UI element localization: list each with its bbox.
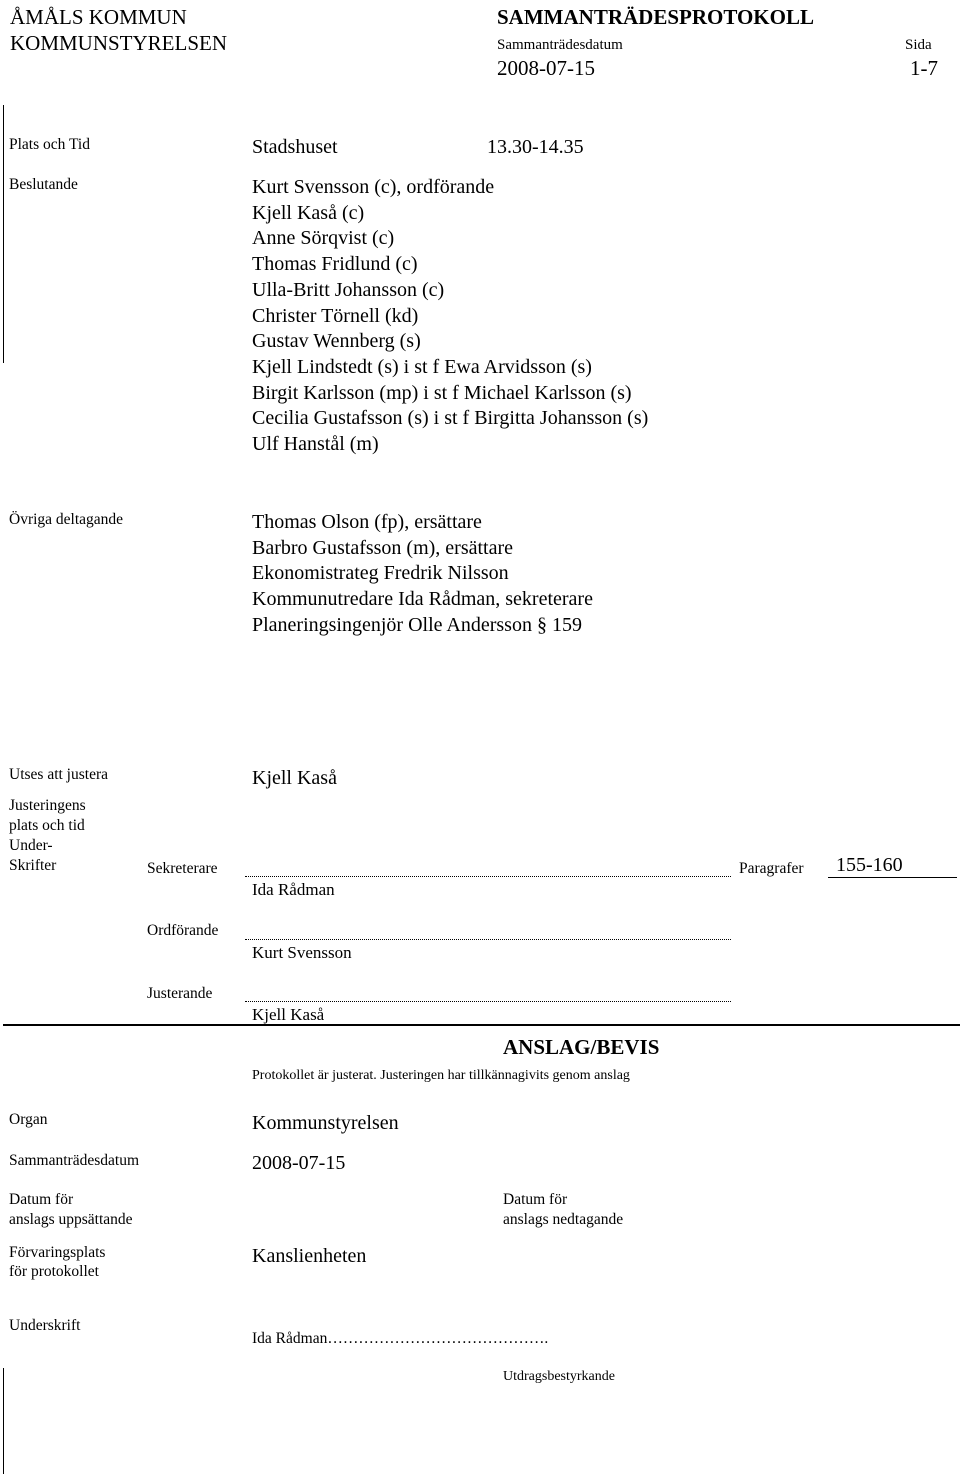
- adjuster-label: Justerande: [147, 985, 213, 1002]
- member-line: Ulf Hanstål (m): [252, 433, 379, 456]
- paragraphs-value: 155-160: [836, 854, 903, 876]
- member-line: Thomas Fridlund (c): [252, 253, 418, 276]
- header-page-value: 1-7: [910, 56, 938, 80]
- signature-label: Underskrift: [9, 1317, 81, 1334]
- adjuster-name: Kjell Kaså: [252, 1005, 325, 1024]
- member-line: Ulla-Britt Johansson (c): [252, 278, 445, 301]
- adjustment-place-time-label-1: Justeringens: [9, 797, 86, 814]
- member-line: Anne Sörqvist (c): [252, 227, 395, 250]
- signatures-label-2: Skrifter: [9, 857, 57, 874]
- appoint-value: Kjell Kaså: [252, 767, 337, 789]
- left-border-lower: [3, 1368, 4, 1474]
- chair-name: Kurt Svensson: [252, 943, 352, 962]
- notice-date-label: Sammanträdesdatum: [9, 1152, 139, 1169]
- header-date-label: Sammanträdesdatum: [497, 37, 623, 53]
- member-line: Cecilia Gustafsson (s) i st f Birgitta Johansson (s): [252, 407, 649, 430]
- member-line: Kurt Svensson (c), ordförande: [252, 176, 495, 198]
- storage-label-2: för protokollet: [9, 1263, 99, 1280]
- participant-line: Ekonomistrateg Fredrik Nilsson: [252, 562, 509, 585]
- time-value: 13.30-14.35: [487, 136, 584, 158]
- others-label: Övriga deltagande: [9, 511, 124, 528]
- notice-date-value: 2008-07-15: [252, 1152, 346, 1174]
- decision-members: [252, 175, 648, 458]
- participant-line: Barbro Gustafsson (m), ersättare: [252, 536, 514, 559]
- board-name: KOMMUNSTYRELSEN: [10, 31, 228, 55]
- participant-line: Thomas Olson (fp), ersättare: [252, 511, 482, 533]
- secretary-signature-line: [245, 876, 731, 877]
- removed-label-2: anslags nedtagande: [503, 1211, 624, 1228]
- place-value: Stadshuset: [252, 136, 338, 158]
- participant-line: Planeringsingenjör Olle Andersson § 159: [252, 613, 582, 636]
- organ-label: Organ: [9, 1111, 48, 1128]
- organ-value: Kommunstyrelsen: [252, 1112, 399, 1134]
- municipality-name: ÅMÅLS KOMMUN: [10, 5, 187, 29]
- adjustment-place-time-label-2: plats och tid: [9, 817, 85, 834]
- notice-title: ANSLAG/BEVIS: [503, 1035, 660, 1059]
- member-line: Kjell Kaså (c): [252, 201, 365, 224]
- signatures-label-1: Under-: [9, 837, 53, 854]
- paragraphs-underline: [828, 877, 957, 878]
- certification-label: Utdragsbestyrkande: [503, 1369, 615, 1384]
- other-participants: [252, 510, 593, 639]
- header-page-label: Sida: [905, 37, 932, 53]
- adjuster-signature-line: [245, 1001, 731, 1002]
- decision-label: Beslutande: [9, 176, 78, 193]
- storage-value: Kanslienheten: [252, 1245, 367, 1267]
- paragraphs-label: Paragrafer: [739, 860, 804, 877]
- posted-label-1: Datum för: [9, 1191, 74, 1208]
- member-line: Christer Törnell (kd): [252, 304, 419, 327]
- chair-label: Ordförande: [147, 922, 219, 939]
- chair-signature-line: [245, 939, 731, 940]
- storage-label-1: Förvaringsplats: [9, 1244, 106, 1261]
- posted-label-2: anslags uppsättande: [9, 1211, 133, 1228]
- secretary-name: Ida Rådman: [252, 880, 335, 899]
- place-label: Plats och Tid: [9, 136, 90, 153]
- section-divider: [3, 1024, 960, 1026]
- member-line: Kjell Lindstedt (s) i st f Ewa Arvidsson (s): [252, 355, 592, 378]
- removed-label-1: Datum för: [503, 1191, 568, 1208]
- participant-line: Kommunutredare Ida Rådman, sekreterare: [252, 588, 593, 611]
- signature-value: Ida Rådman…………………………………….: [252, 1330, 549, 1347]
- document-title: SAMMANTRÄDESPROTOKOLL: [497, 5, 814, 29]
- notice-statement: Protokollet är justerat. Justeringen har tillkännagivits genom anslag: [252, 1068, 630, 1083]
- member-line: Gustav Wennberg (s): [252, 330, 421, 353]
- member-line: Birgit Karlsson (mp) i st f Michael Karlsson (s): [252, 381, 632, 404]
- appoint-label: Utses att justera: [9, 766, 109, 783]
- left-border-upper: [3, 105, 4, 363]
- secretary-label: Sekreterare: [147, 860, 218, 877]
- header-date-value: 2008-07-15: [497, 56, 595, 80]
